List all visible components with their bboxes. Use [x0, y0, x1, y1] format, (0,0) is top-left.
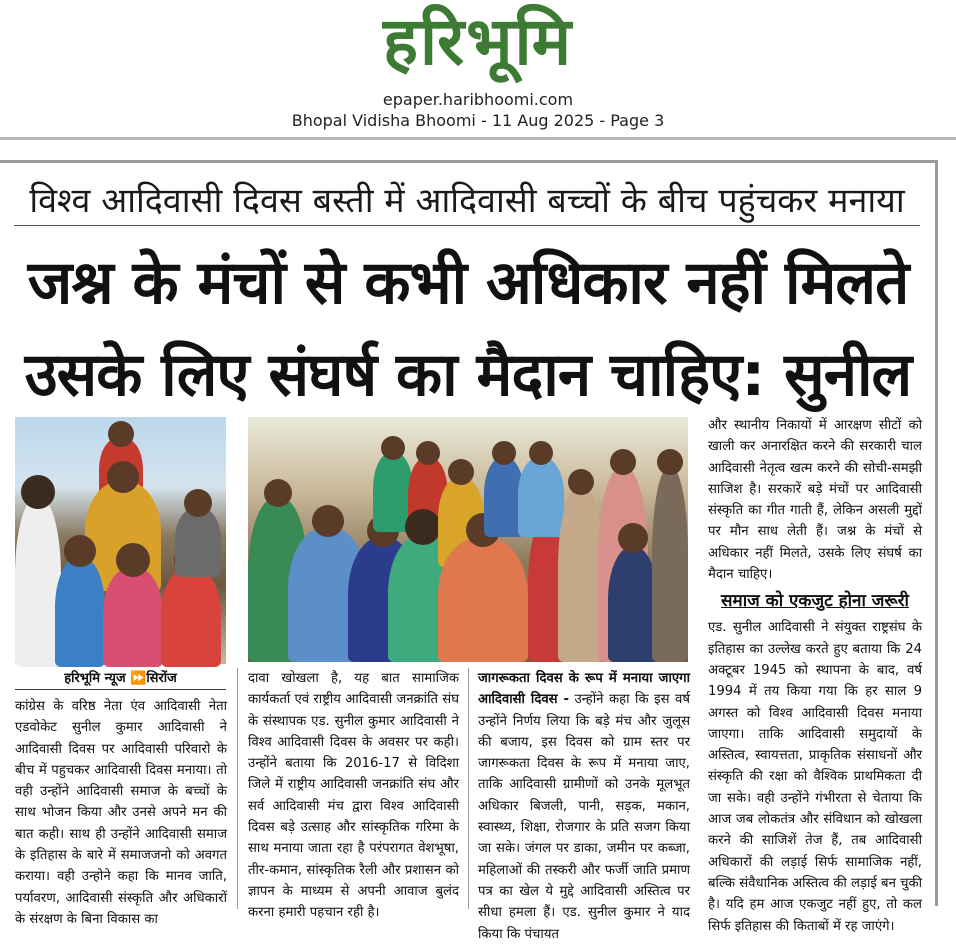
column-3-body: उन्होंने कहा कि इस वर्ष उन्होंने निर्णय लिया कि बड़े मंच और जुलूस की बजाय, इस दिवस को ग्राम स्तर पर जागरूकता दिवस के रूप में मनाया जाए, ताकि आदिवासी ग्रामीणों को उनके मूलभूत अधिकार बिजली, पानी, सड़क, मकान, स्वास्थ्य, शिक्षा, रोजगार के प्रति सजग किया जा सके। जंगल पर डाका, जमीन पर कब्जा, महिलाओं की तस्करी और फर्जी जाति प्रमाण पत्र का खेल ये मुद्दे आदिवासी अस्तित्व पर सीधा हमला हैं। एड. सुनील कुमार ने याद किया कि पंचायत — [478, 692, 690, 942]
newspaper-page — [0, 160, 938, 942]
article-column-3 — [478, 668, 690, 945]
article-byline: हरिभूमि न्यूज ⏩सिरोंज — [15, 668, 226, 690]
headline-line-2: उसके लिए संघर्ष का मैदान चाहिए: सुनील — [24, 340, 912, 410]
masthead-divider — [0, 137, 956, 140]
masthead — [0, 0, 956, 140]
column-3-lead: जागरूकता दिवस के रूप में मनाया जाएगा आदिवासी दिवस - — [478, 671, 690, 708]
column-divider — [468, 668, 469, 909]
column-4-body-1: और स्थानीय निकायों में आरक्षण सीटों को खाली कर अनारक्षित करने की सरकारी चाल आदिवासी नेतृत्व खत्म करने की सोची-समझी साजिश है। सरकारें बड़े मंचों पर आदिवासी संस्कृति का गीत गाती हैं, लेकिन असली मुद्दों पर मौन साध लेती हैं। जश्न के मंचों से अधिकार नहीं मिलते, उसके लिए संघर्ष का मैदान चाहिए। — [708, 418, 922, 583]
column-4-subhead: समाज को एकजुट होना जरूरी — [721, 591, 909, 612]
group-with-garland-photo — [15, 417, 226, 664]
article-column-2: दावा खोखला है, यह बात सामाजिक कार्यकर्ता एवं राष्ट्रीय आदिवासी जनक्रांति संघ के संस्थापक एड. सुनील कुमार आदिवासी ने विश्व आदिवासी दिवस के अवसर पर कही। उन्होंने बताया कि 2016-17 से विदिशा जिले में राष्ट्रीय आदिवासी जनक्रांति संघ और सर्व आदिवासी मंच द्वारा विश्व आदिवासी दिवस बड़े उत्साह और सांस्कृतिक गरिमा के साथ मनाया जाता रहा है परंपरागत वेशभूषा, तीर-कमान, सांस्कृतिक रैली और प्रशासन को ज्ञापन के माध्यम से अपनी आवाज बुलंद करना हमारी पहचान रही है। — [248, 671, 459, 921]
article-column-4 — [708, 415, 922, 937]
villagers-gathering-photo — [248, 417, 688, 662]
headline-line-1: जश्न के मंचों से कभी अधिकार नहीं मिलते — [27, 248, 909, 318]
newspaper-logo[interactable]: हरिभूमि — [382, 3, 574, 80]
site-url[interactable]: epaper.haribhoomi.com — [382, 90, 574, 109]
article-column-1: कांग्रेस के वरिष्ठ नेता एंव आदिवासी नेता एडवोकेट सुनील कुमार आदिवासी ने आदिवासी दिवस पर आदिवासी परिवारो के बीच में पहुचकर आदिवासी दिवस मनाया। तो वही उन्होंने आदिवासी समाज के बच्चों के साथ भोजन किया और उनसे अपने मन की बात कही। साथ ही उन्होंने आदिवासी समाज के इतिहास के बारे में समाजजनो को अवगत कराया। वही उन्होने कहा कि मानव जाति, पर्यावरण, आदिवासी संस्कृति और अधिकारों के संरक्षण के बिना विकास का — [15, 699, 227, 927]
column-divider — [237, 668, 238, 909]
article-kicker: विश्व आदिवासी दिवस बस्ती में आदिवासी बच्चों के बीच पहुंचकर मनाया — [14, 179, 920, 226]
column-4-body-2: एड. सुनील आदिवासी ने संयुक्त राष्ट्रसंघ के इतिहास का उल्लेख करते हुए बताया कि 24 अक्टूबर 1945 को स्थापना के बाद, वर्ष 1994 में तय किया गया कि हर साल 9 अगस्त को विश्व आदिवासी दिवस मनाया जाएगा। ताकि आदिवासी समुदायों के अस्तित्व, स्वायत्तता, प्राकृतिक संसाधनों और संस्कृति की रक्षा को वैश्विक प्राथमिकता दी जा सके। वही उन्होंने गंभीरता से चेताया कि आज जब लोकतंत्र और संविधान को खोखला करने की साजिशें तेज हैं, तब आदिवासी अधिकारों की लड़ाई सिर्फ सामाजिक नहीं, बल्कि संवैधानिक अस्तित्व की लड़ाई बन चुकी है। यदि हम आज एकजुट नहीं हुए, तो कल सिर्फ इतिहास की किताबों में रह जाएंगे। — [708, 620, 922, 934]
edition-info: Bhopal Vidisha Bhoomi - 11 Aug 2025 - Page 3 — [291, 111, 665, 130]
